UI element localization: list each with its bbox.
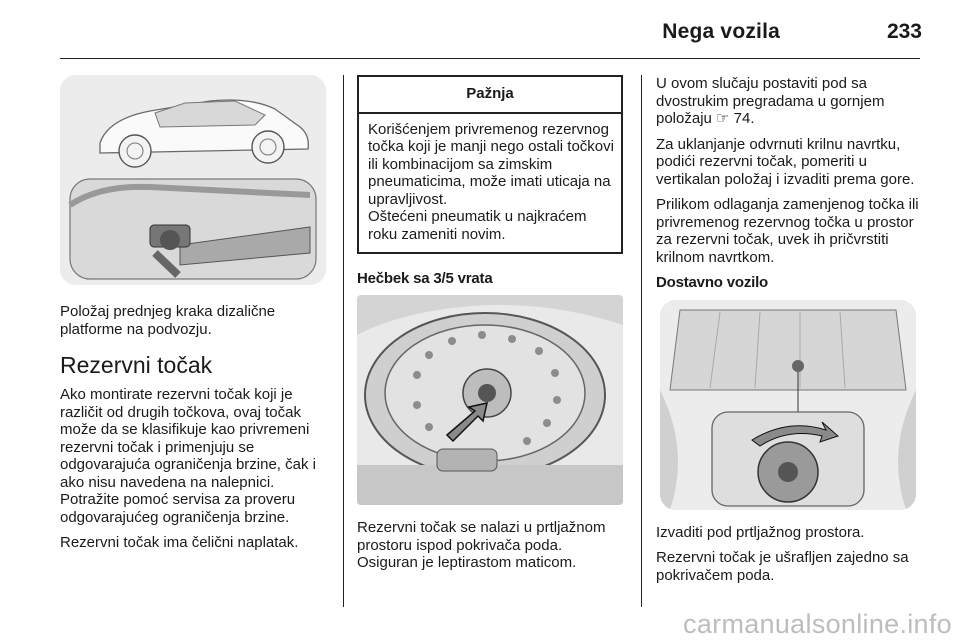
- section-heading-spare-wheel: Rezervni točak: [60, 352, 213, 378]
- page-number: 233: [886, 20, 922, 43]
- col3-paragraph-2: Za uklanjanje odvrnuti krilnu navrtku, podići rezervni točak, pomeriti u vertikalan položaj i izvaditi prema gore.: [656, 135, 915, 188]
- caution-line-2: Oštećeni pneumatik u najkraćem roku zameniti novim.: [368, 208, 587, 244]
- subheading-delivery-van: Dostavno vozilo: [656, 274, 769, 291]
- col3-after-paragraph-1: Izvaditi pod prtljažnog prostora.: [656, 523, 865, 541]
- caution-box: [357, 75, 623, 254]
- watermark: carmanualsonline.info: [683, 609, 952, 639]
- column-2: [357, 75, 623, 580]
- col3-paragraph-3: Prilikom odlaganja zamenjenog točka ili privremenog rezervnog točka u prostor za rezervni točak, uvek ih pričvrstiti krilnom navrtkom.: [656, 196, 919, 266]
- figure-caption: Položaj prednjeg kraka dizalične platforme na podvozju.: [60, 303, 276, 338]
- column-3: [656, 75, 922, 592]
- spare-wheel-trunk-illustration: [357, 295, 623, 505]
- col3-after-paragraph-2: Rezervni točak je ušrafljen zajedno sa pokrivačem poda.: [656, 549, 909, 584]
- hatchback-paragraph: Rezervni točak se nalazi u prtljažnom prostoru ispod pokrivača poda. Osiguran je leptirastom maticom.: [357, 519, 606, 572]
- header-rule: [60, 58, 920, 59]
- column-divider-1: [343, 75, 344, 607]
- body-paragraph-2: Rezervni točak ima čelični naplatak.: [60, 534, 299, 551]
- subheading-hatchback: Hečbek sa 3/5 vrata: [357, 269, 493, 287]
- page-header-title: Nega vozila: [662, 20, 780, 43]
- caution-body: [359, 114, 621, 252]
- van-spare-wheel-illustration: [660, 300, 916, 510]
- caution-title: Pažnja: [359, 77, 621, 114]
- column-1: [60, 75, 328, 560]
- caution-line-1: Korišćenjem privremenog rezervnog točka koji je manji nego ostali točkovi ili kombinacijom sa zimskim pneumaticima, može imati uticaja na upravljivost.: [368, 120, 614, 208]
- col3-paragraph-1: U ovom slučaju postaviti pod sa dvostrukim pregradama u gornjem položaju ☞ 74.: [656, 75, 885, 127]
- body-paragraph-1: Ako montirate rezervni točak koji je različit od drugih točkova, ovaj točak može da se klasifikuje kao privremeni rezervni točak i primenjuju se odgovarajuća ograničenja brzine, čak i ako nisu navedena na nalepnici. Potražite pomoć servisa za proveru odgovarajućeg ograničenja brzine.: [60, 386, 316, 526]
- car-jack-illustration: [60, 75, 326, 285]
- column-divider-2: [641, 75, 642, 607]
